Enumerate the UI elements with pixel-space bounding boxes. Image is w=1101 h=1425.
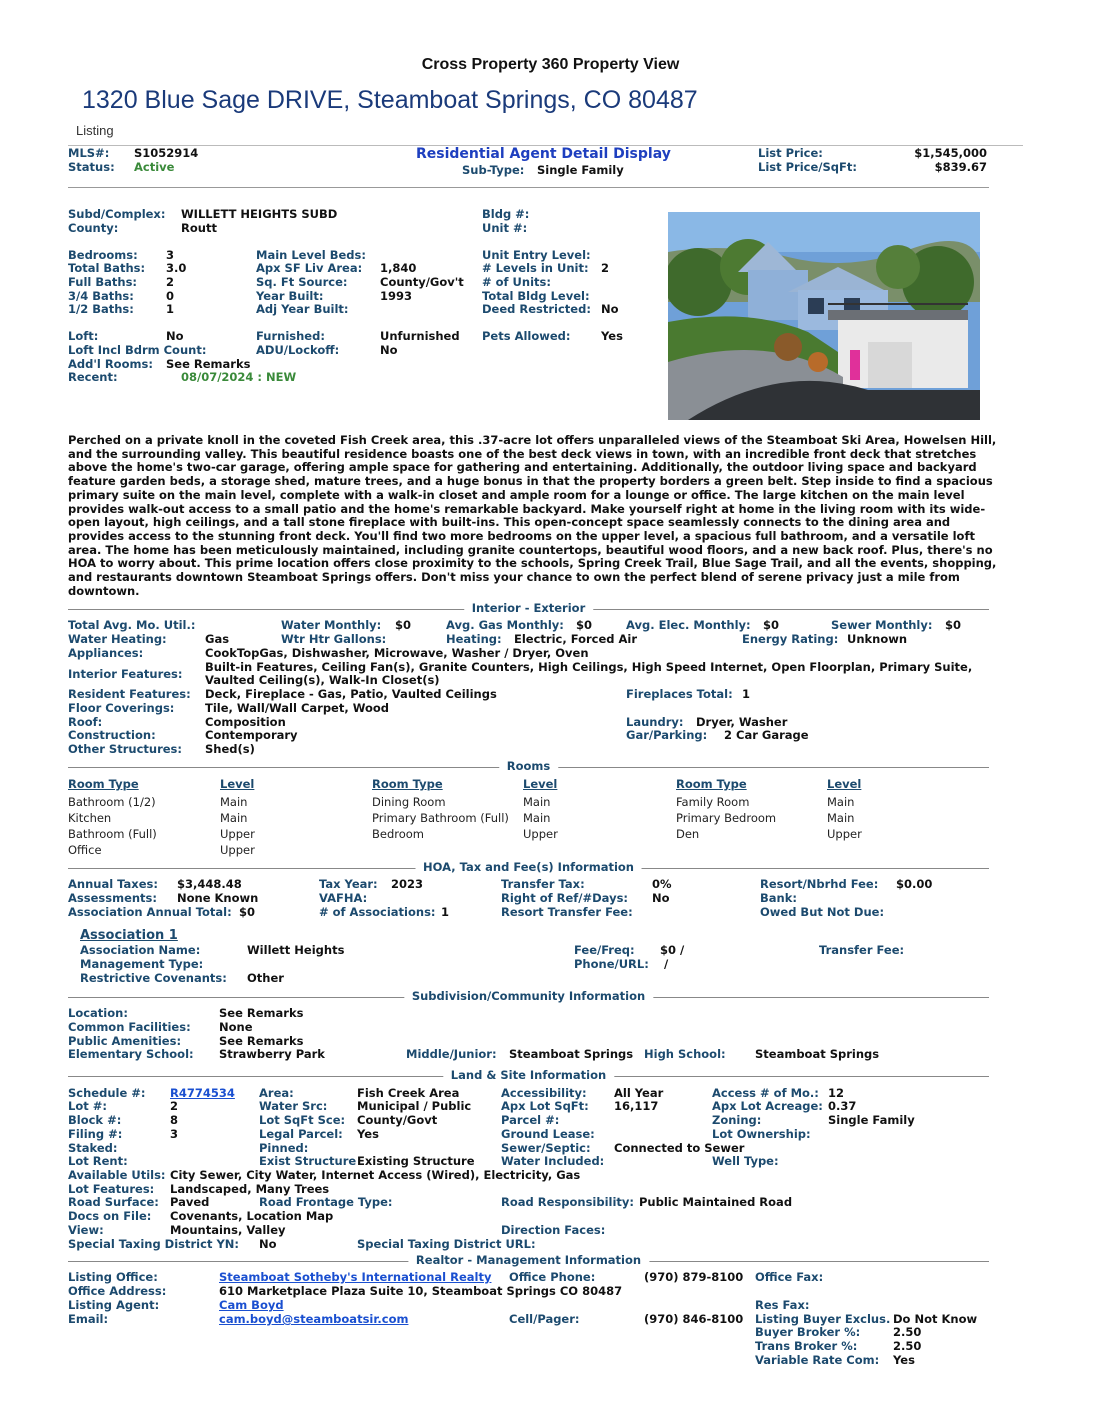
road-frontage-label: Road Frontage Type:: [259, 1195, 393, 1209]
parcel-label: Parcel #:: [501, 1113, 560, 1127]
subd-value: WILLETT HEIGHTS SUBD: [181, 207, 338, 221]
levels-value: 2: [601, 261, 610, 275]
wtr-htr-label: Wtr Htr Gallons:: [281, 632, 387, 646]
owed-label: Owed But Not Due:: [760, 905, 885, 919]
assessments-label: Assessments:: [68, 891, 157, 905]
accessibility-value: All Year: [614, 1086, 664, 1100]
section-title: Land & Site Information: [443, 1069, 614, 1082]
bank-label: Bank:: [760, 891, 797, 905]
subd-label: Subd/Complex:: [68, 207, 166, 221]
pets-value: Yes: [601, 329, 623, 343]
adu-label: ADU/Lockoff:: [256, 343, 340, 357]
section-land-site: [68, 1069, 989, 1083]
lot-ownership-label: Lot Ownership:: [712, 1127, 811, 1141]
elementary-value: Strawberry Park: [219, 1047, 325, 1061]
elec-monthly-label: Avg. Elec. Monthly:: [626, 618, 751, 632]
county-value: Routt: [181, 221, 217, 235]
lot-label: Lot #:: [68, 1099, 107, 1113]
resort-fee-label: Resort/Nbrhd Fee:: [760, 877, 879, 891]
recent-value: 08/07/2024 : NEW: [181, 370, 297, 384]
fireplaces-label: Fireplaces Total:: [626, 687, 733, 701]
view-value: Mountains, Valley: [170, 1223, 286, 1237]
furnished-value: Unfurnished: [380, 329, 460, 343]
office-address-label: Office Address:: [68, 1284, 167, 1298]
listing-office-label: Listing Office:: [68, 1270, 158, 1284]
loft-label: Loft:: [68, 329, 99, 343]
exist-structure-value: Existing Structure: [357, 1154, 475, 1168]
levels-label: # Levels in Unit:: [482, 261, 589, 275]
water-src-label: Water Src:: [259, 1099, 328, 1113]
room-level: Upper: [220, 827, 255, 841]
acreage-value: 0.37: [828, 1099, 857, 1113]
section-hoa-tax: [68, 861, 989, 875]
addl-rooms-label: Add'l Rooms:: [68, 357, 153, 371]
taxes-label: Annual Taxes:: [68, 877, 158, 891]
roof-value: Composition: [205, 715, 286, 729]
high-school-label: High School:: [644, 1047, 726, 1061]
listing-office-link[interactable]: Steamboat Sotheby's International Realty: [219, 1270, 492, 1284]
assoc-name-value: Willett Heights: [247, 943, 345, 957]
zoning-label: Zoning:: [712, 1113, 762, 1127]
lot-sqft-value: 16,117: [614, 1099, 659, 1113]
half-baths-label: 1/2 Baths:: [68, 302, 134, 316]
lot-sqft-label: Apx Lot SqFt:: [501, 1099, 589, 1113]
high-school-value: Steamboat Springs: [755, 1047, 880, 1061]
gas-monthly-label: Avg. Gas Monthly:: [446, 618, 564, 632]
lot-sqft-sce-value: County/Govt: [357, 1113, 438, 1127]
property-address: 1320 Blue Sage DRIVE, Steamboat Springs, CO 80487: [82, 86, 698, 114]
resident-value: Deck, Fireplace - Gas, Patio, Vaulted Ceilings: [205, 687, 497, 701]
room-level: Main: [523, 795, 551, 809]
water-heating-label: Water Heating:: [68, 632, 167, 646]
trans-broker-label: Trans Broker %:: [755, 1339, 858, 1353]
sewer-monthly-label: Sewer Monthly:: [831, 618, 933, 632]
room-level: Main: [523, 811, 551, 825]
transfer-tax-label: Transfer Tax:: [501, 877, 585, 891]
legal-parcel-label: Legal Parcel:: [259, 1127, 343, 1141]
tax-year-value: 2023: [391, 877, 424, 891]
common-facilities-value: None: [219, 1020, 253, 1034]
room-type: Family Room: [676, 795, 750, 809]
sewer-value: Connected to Sewer: [614, 1141, 745, 1155]
lot-features-label: Lot Features:: [68, 1182, 155, 1196]
taxes-value: $3,448.48: [177, 877, 242, 891]
section-title: Realtor - Management Information: [408, 1254, 649, 1267]
transfer-tax-value: 0%: [652, 877, 672, 891]
office-phone-value: (970) 879-8100: [644, 1270, 744, 1284]
county-label: County:: [68, 221, 119, 235]
middle-label: Middle/Junior:: [406, 1047, 497, 1061]
pinned-label: Pinned:: [259, 1141, 309, 1155]
room-type: Dining Room: [372, 795, 446, 809]
section-title: Rooms: [499, 760, 558, 773]
room-type: Primary Bathroom (Full): [372, 811, 509, 825]
num-assoc-value: 1: [441, 905, 450, 919]
col-header-level: Level: [523, 777, 558, 791]
listing-agent-label: Listing Agent:: [68, 1298, 160, 1312]
water-monthly-value: $0: [395, 618, 412, 632]
garage-value: 2 Car Garage: [724, 728, 809, 742]
unit-label: Unit #:: [482, 221, 528, 235]
util-label: Total Avg. Mo. Util.:: [68, 618, 196, 632]
subtype-value: Single Family: [537, 163, 624, 177]
deed-label: Deed Restricted:: [482, 302, 591, 316]
display-title: Residential Agent Detail Display: [416, 146, 671, 162]
section-title: HOA, Tax and Fee(s) Information: [415, 861, 642, 874]
variable-rate-value: Yes: [893, 1353, 915, 1367]
sqft-source-label: Sq. Ft Source:: [256, 275, 348, 289]
sewer-monthly-value: $0: [945, 618, 962, 632]
adj-year-label: Adj Year Built:: [256, 302, 349, 316]
room-level: Upper: [827, 827, 862, 841]
loft-value: No: [166, 329, 184, 343]
furnished-label: Furnished:: [256, 329, 325, 343]
resort-fee-value: $0.00: [896, 877, 933, 891]
view-label: View:: [68, 1223, 104, 1237]
water-monthly-label: Water Monthly:: [281, 618, 382, 632]
docs-value: Covenants, Location Map: [170, 1209, 334, 1223]
access-months-value: 12: [828, 1086, 845, 1100]
property-photo[interactable]: [668, 212, 980, 420]
utils-value: City Sewer, City Water, Internet Access (Wired), Electricity, Gas: [170, 1168, 581, 1182]
other-structures-label: Other Structures:: [68, 742, 182, 756]
year-built-value: 1993: [380, 289, 413, 303]
special-taxing-value: No: [259, 1237, 277, 1251]
office-fax-label: Office Fax:: [755, 1270, 824, 1284]
room-type: Den: [676, 827, 700, 841]
water-heating-value: Gas: [205, 632, 230, 646]
year-built-label: Year Built:: [256, 289, 324, 303]
fee-value: $0 /: [660, 943, 685, 957]
listing-agent-link[interactable]: Cam Boyd: [219, 1298, 284, 1312]
status-value: Active: [134, 160, 175, 174]
road-responsibility-label: Road Responsibility:: [501, 1195, 635, 1209]
appliances-label: Appliances:: [68, 646, 144, 660]
accessibility-label: Accessibility:: [501, 1086, 587, 1100]
covenants-label: Restrictive Covenants:: [80, 971, 227, 985]
half-baths-value: 1: [166, 302, 175, 316]
trans-broker-value: 2.50: [893, 1339, 922, 1353]
staked-label: Staked:: [68, 1141, 118, 1155]
adu-value: No: [380, 343, 398, 357]
interior-features-value: Built-in Features, Ceiling Fan(s), Granite Counters, High Ceilings, High Speed Internet, Open Floorplan, Primary Suite,: [205, 660, 973, 674]
phone-label: Phone/URL:: [574, 957, 649, 971]
bedrooms-label: Bedrooms:: [68, 248, 138, 262]
resident-label: Resident Features:: [68, 687, 191, 701]
room-level: Main: [827, 795, 855, 809]
buyer-broker-value: 2.50: [893, 1325, 922, 1339]
three-quarter-baths-label: 3/4 Baths:: [68, 289, 134, 303]
total-bldg-label: Total Bldg Level:: [482, 289, 590, 303]
section-subdivision: [68, 990, 989, 1004]
water-included-label: Water Included:: [501, 1154, 605, 1168]
tax-year-label: Tax Year:: [319, 877, 378, 891]
schedule-label: Schedule #:: [68, 1086, 146, 1100]
section-title: Subdivision/Community Information: [404, 990, 653, 1003]
list-price-label: List Price:: [758, 146, 823, 160]
room-level: Upper: [523, 827, 558, 841]
special-taxing-url-label: Special Taxing District URL:: [357, 1237, 536, 1251]
rof-label: Right of Ref/#Days:: [501, 891, 629, 905]
room-type: Primary Bedroom: [676, 811, 777, 825]
room-level: Main: [827, 811, 855, 825]
filing-label: Filing #:: [68, 1127, 123, 1141]
three-quarter-baths-value: 0: [166, 289, 175, 303]
elec-monthly-value: $0: [763, 618, 780, 632]
ground-lease-label: Ground Lease:: [501, 1127, 595, 1141]
room-type: Kitchen: [68, 811, 112, 825]
gas-monthly-value: $0: [576, 618, 593, 632]
area-label: Area:: [259, 1086, 294, 1100]
mgmt-label: Management Type:: [80, 957, 204, 971]
laundry-label: Laundry:: [626, 715, 684, 729]
area-value: Fish Creek Area: [357, 1086, 460, 1100]
special-taxing-label: Special Taxing District YN:: [68, 1237, 239, 1251]
status-label: Status:: [68, 160, 115, 174]
utils-label: Available Utils:: [68, 1168, 166, 1182]
public-remarks: Perched on a private knoll in the coveted Fish Creek area, this .37-acre lot offers unparalleled views of the Steamboat Ski Area, Howelsen Hill, and the surrounding valley. This beautiful residence boasts one of the best deck views in town, with an incredible front deck that stretches above the home's two-car garage, offering ample space for gathering and entertaining. Additionally, the outdoor living space and backyard feature garden beds, a storage shed, mature trees, and a huge bonus in that the property borders a green belt. Step inside to find a spacious primary suite on the main level, complete with a walk-in closet and ample room for a lounge or office. The large kitchen on the main level provides walk-out access to a small patio and the home's remarkable backyard. Make yourself right at home in the living room with its wide-open layout, high ceilings, and a tall stone fireplace with built-ins. This open-concept space seamlessly connects to the dining area and provides access to the stunning front deck. You'll find two more bedrooms on the upper level, a spacious full bathroom, and a versatile loft area. The home has been meticulously maintained, including granite countertops, beautiful wood floors, and a new back roof. Plus, there's no HOA to worry about. This prime location offers close proximity to the schools, Spring Creek Trail, Blue Sage Trail, and all the events, shopping, and restaurants downtown Steamboat Springs offers. Don't miss your chance to own the perfect blend of serene privacy just a mile from downtown.: [68, 433, 997, 598]
section-rooms: [68, 760, 989, 774]
pets-label: Pets Allowed:: [482, 329, 571, 343]
room-level: Main: [220, 795, 248, 809]
energy-value: Unknown: [847, 632, 908, 646]
heating-value: Electric, Forced Air: [514, 632, 638, 646]
covenants-value: Other: [247, 971, 284, 985]
common-facilities-label: Common Facilities:: [68, 1020, 191, 1034]
mls-label: MLS#:: [68, 146, 110, 160]
bldg-label: Bldg #:: [482, 207, 530, 221]
full-baths-label: Full Baths:: [68, 275, 138, 289]
email-link[interactable]: cam.boyd@steamboatsir.com: [219, 1312, 409, 1326]
construction-value: Contemporary: [205, 728, 298, 742]
buyer-broker-label: Buyer Broker %:: [755, 1325, 861, 1339]
apx-sf-value: 1,840: [380, 261, 417, 275]
floor-value: Tile, Wall/Wall Carpet, Wood: [205, 701, 390, 715]
section-realtor: [68, 1254, 989, 1268]
legal-parcel-value: Yes: [357, 1127, 379, 1141]
lot-features-value: Landscaped, Many Trees: [170, 1182, 330, 1196]
acreage-label: Apx Lot Acreage:: [712, 1099, 823, 1113]
recent-label: Recent:: [68, 370, 118, 384]
room-level: Upper: [220, 843, 255, 857]
col-header-level: Level: [220, 777, 255, 791]
amenities-value: See Remarks: [219, 1034, 304, 1048]
room-type: Bathroom (Full): [68, 827, 157, 841]
assoc-total-value: $0: [239, 905, 256, 919]
location-label: Location:: [68, 1006, 128, 1020]
energy-label: Energy Rating:: [742, 632, 839, 646]
well-type-label: Well Type:: [712, 1154, 779, 1168]
lot-value: 2: [170, 1099, 179, 1113]
total-baths-label: Total Baths:: [68, 261, 146, 275]
exist-structure-label: Exist Structure: [259, 1154, 357, 1168]
roof-label: Roof:: [68, 715, 103, 729]
fee-label: Fee/Freq:: [574, 943, 635, 957]
filing-value: 3: [170, 1127, 179, 1141]
cell-value: (970) 846-8100: [644, 1312, 744, 1326]
phone-value: /: [664, 957, 669, 971]
price-sqft-value: $839.67: [934, 160, 987, 174]
road-surface-label: Road Surface:: [68, 1195, 159, 1209]
total-baths-value: 3.0: [166, 261, 187, 275]
block-label: Block #:: [68, 1113, 122, 1127]
tab-listing[interactable]: Listing: [76, 123, 114, 138]
buyer-exclus-label: Listing Buyer Exclus.: [755, 1312, 891, 1326]
rof-value: No: [652, 891, 670, 905]
bedrooms-value: 3: [166, 248, 175, 262]
amenities-label: Public Amenities:: [68, 1034, 182, 1048]
sewer-label: Sewer/Septic:: [501, 1141, 591, 1155]
elementary-label: Elementary School:: [68, 1047, 194, 1061]
docs-label: Docs on File:: [68, 1209, 152, 1223]
room-type: Bathroom (1/2): [68, 795, 156, 809]
assoc-name-label: Association Name:: [80, 943, 201, 957]
sqft-source-value: County/Gov't: [380, 275, 464, 289]
other-structures-value: Shed(s): [205, 742, 255, 756]
association-heading: Association 1: [80, 928, 178, 943]
garage-label: Gar/Parking:: [626, 728, 708, 742]
laundry-value: Dryer, Washer: [696, 715, 788, 729]
interior-features-value-cont: Vaulted Ceiling(s), Walk-In Closet(s): [205, 673, 440, 687]
mls-number: S1052914: [134, 146, 199, 160]
unit-entry-label: Unit Entry Level:: [482, 248, 591, 262]
list-price-value: $1,545,000: [914, 146, 987, 160]
col-header-level: Level: [827, 777, 862, 791]
deed-value: No: [601, 302, 619, 316]
loft-bdrm-label: Loft Incl Bdrm Count:: [68, 343, 207, 357]
house-photo-illustration: [668, 212, 980, 420]
res-fax-label: Res Fax:: [755, 1298, 810, 1312]
lot-sqft-sce-label: Lot SqFt Sce:: [259, 1113, 346, 1127]
construction-label: Construction:: [68, 728, 156, 742]
divider: [68, 187, 989, 188]
section-interior-exterior: [68, 602, 989, 616]
num-assoc-label: # of Associations:: [319, 905, 436, 919]
fireplaces-value: 1: [742, 687, 751, 701]
block-value: 8: [170, 1113, 179, 1127]
office-address-value: 610 Marketplace Plaza Suite 10, Steamboat Springs CO 80487: [219, 1284, 623, 1298]
office-phone-label: Office Phone:: [509, 1270, 596, 1284]
water-src-value: Municipal / Public: [357, 1099, 472, 1113]
lot-rent-label: Lot Rent:: [68, 1154, 128, 1168]
assoc-total-label: Association Annual Total:: [68, 905, 232, 919]
variable-rate-label: Variable Rate Com:: [755, 1353, 880, 1367]
access-months-label: Access # of Mo.:: [712, 1086, 819, 1100]
price-sqft-label: List Price/SqFt:: [758, 160, 857, 174]
subtype-label: Sub-Type:: [462, 163, 525, 177]
col-header-room-type: Room Type: [676, 777, 747, 791]
floor-label: Floor Coverings:: [68, 701, 175, 715]
col-header-room-type: Room Type: [372, 777, 443, 791]
direction-label: Direction Faces:: [501, 1223, 606, 1237]
assoc-transfer-label: Transfer Fee:: [819, 943, 905, 957]
room-type: Office: [68, 843, 102, 857]
full-baths-value: 2: [166, 275, 175, 289]
vafha-label: VAFHA:: [319, 891, 368, 905]
heating-label: Heating:: [446, 632, 502, 646]
location-value: See Remarks: [219, 1006, 304, 1020]
schedule-link[interactable]: R4774534: [170, 1086, 235, 1100]
section-title: Interior - Exterior: [464, 602, 593, 615]
num-units-label: # of Units:: [482, 275, 551, 289]
assessments-value: None Known: [177, 891, 259, 905]
middle-value: Steamboat Springs: [509, 1047, 634, 1061]
addl-rooms-value: See Remarks: [166, 357, 251, 371]
buyer-exclus-value: Do Not Know: [893, 1312, 978, 1326]
main-level-beds-label: Main Level Beds:: [256, 248, 366, 262]
appliances-value: CookTopGas, Dishwasher, Microwave, Washer / Dryer, Oven: [205, 646, 589, 660]
page-title: Cross Property 360 Property View: [421, 56, 680, 73]
zoning-value: Single Family: [828, 1113, 915, 1127]
road-responsibility-value: Public Maintained Road: [639, 1195, 793, 1209]
road-surface-value: Paved: [170, 1195, 210, 1209]
resort-transfer-label: Resort Transfer Fee:: [501, 905, 633, 919]
interior-features-label: Interior Features:: [68, 667, 183, 681]
room-level: Main: [220, 811, 248, 825]
apx-sf-label: Apx SF Liv Area:: [256, 261, 363, 275]
room-type: Bedroom: [372, 827, 425, 841]
email-label: Email:: [68, 1312, 109, 1326]
cell-label: Cell/Pager:: [509, 1312, 580, 1326]
col-header-room-type: Room Type: [68, 777, 139, 791]
